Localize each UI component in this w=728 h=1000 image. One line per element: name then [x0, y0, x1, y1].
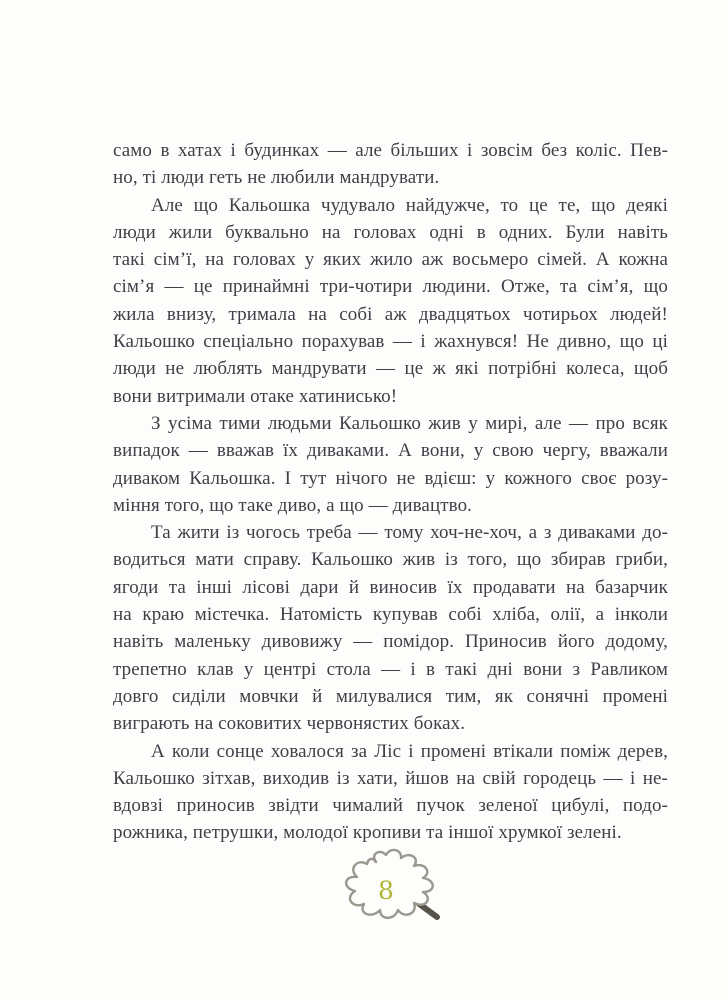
text-line: но, ті люди геть не любили мандрувати.: [113, 167, 440, 189]
text-line: люди жили буквально на головах одні в одних. Були навіть: [113, 221, 668, 243]
text-line: А коли сонце ховалося за Ліс і промені втікали поміж дерев,: [151, 740, 668, 762]
text-line: рожника, петрушки, молодої кропиви та іншої хрумкої зелені.: [113, 822, 622, 844]
paragraph: [113, 519, 668, 737]
text-line: на краю містечка. Натомість купував собі хліба, олії, а інколи: [113, 604, 668, 626]
text-line: Та жити із чогось треба — тому хоч-не-хоч, а з диваками до-: [151, 522, 668, 544]
page-number: 8: [378, 876, 394, 905]
paragraph: [113, 410, 668, 519]
text-line: вдовзі приносив звідти чималий пучок зеленої цибулі, подо-: [113, 795, 668, 817]
text-line: Кальошко зітхав, виходив із хати, йшов на свій городець — і не-: [113, 767, 668, 789]
text-line: міння того, що таке диво, а що — дивацтво.: [113, 494, 473, 516]
paragraph: [113, 738, 668, 847]
text-line: сім’я — це принаймні три-чотири людини. Отже, та сім’я, що: [113, 276, 668, 298]
text-line: довго сиділи мовчки й милувалися тим, як сонячні промені: [113, 685, 668, 707]
text-line: люди не люблять мандрувати — це ж які потрібні колеса, щоб: [113, 358, 668, 380]
text-line: навіть маленьку дивовижу — помідор. Приносив його додому,: [113, 631, 668, 653]
page-text: [113, 137, 668, 847]
text-line: ягоди та інші лісові дари й виносив їх продавати на базарчик: [113, 576, 668, 598]
text-line: водиться мати справу. Кальошко жив із того, що збирав гриби,: [113, 549, 668, 571]
text-line: трепетно клав у центрі стола — і в такі дні вони з Равликом: [113, 658, 668, 680]
text-line: Але що Кальошка чудувало найдужче, то це те, що деякі: [151, 194, 668, 216]
text-line: диваком Кальошка. І тут нічого не вдієш: у кожного своє розу-: [113, 467, 668, 489]
text-line: виграють на соковитих червонястих боках.: [113, 713, 466, 735]
text-line: само в хатах і будинках — але більших і зовсім без коліс. Пев-: [113, 140, 668, 161]
text-line: випадок — вважав їх диваками. А вони, у свою чергу, вважали: [113, 440, 668, 462]
page-number-ornament: [338, 846, 454, 924]
oak-leaf-doodle: [338, 846, 454, 924]
paragraph: [113, 192, 668, 410]
text-line: жила внизу, тримала на собі аж двадцятьох чотирьох людей!: [113, 303, 668, 325]
text-line: такі сім’ї, на головах у яких жило аж восьмеро сімей. А кожна: [113, 249, 668, 271]
paragraph: [113, 137, 668, 192]
text-line: З усіма тими людьми Кальошко жив у мирі, але — про всяк: [151, 412, 668, 434]
text-line: вони витримали отаке хатинисько!: [113, 385, 398, 407]
text-line: Кальошко спеціально порахував — і жахнувся! Не дивно, що ці: [113, 331, 668, 353]
